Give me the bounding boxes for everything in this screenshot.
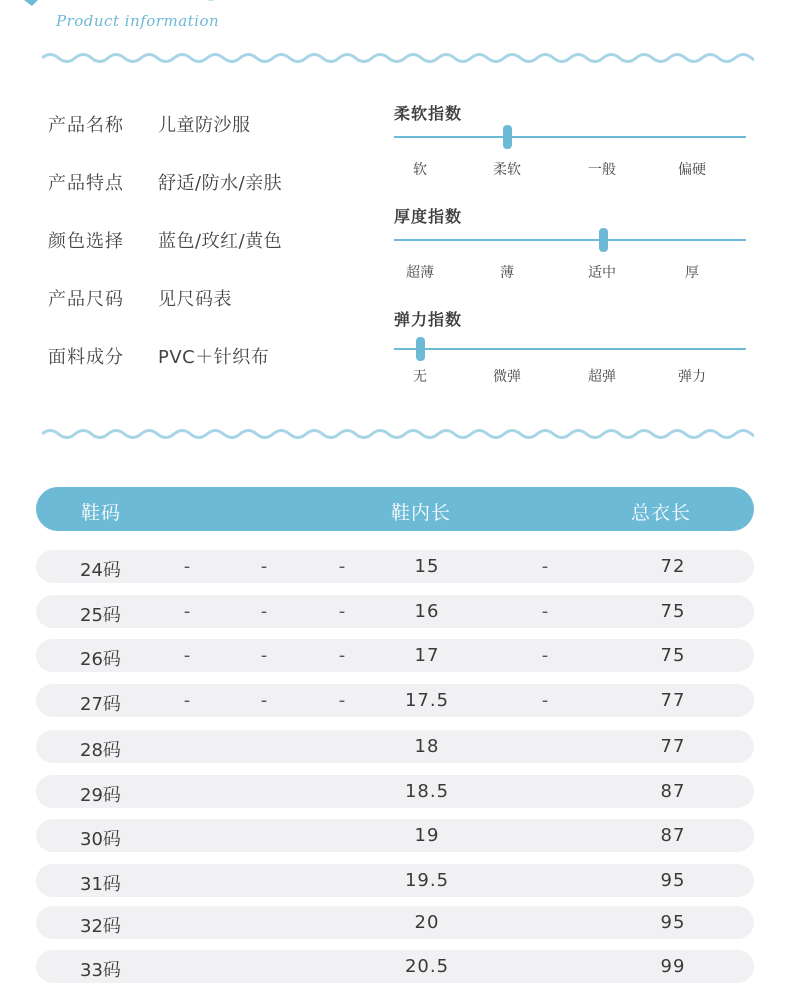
index-option: 软 <box>413 162 427 178</box>
cell-total-length: 87 <box>660 825 686 846</box>
info-row-size <box>48 283 232 313</box>
cell-inner-length: 19 <box>414 825 440 846</box>
index-option: 偏硬 <box>678 162 706 178</box>
index-title: 柔软指数 <box>394 104 463 123</box>
cell-inner-length: 18 <box>414 736 440 757</box>
cell-size: 28码 <box>80 740 121 761</box>
cell-total-length: 75 <box>660 601 686 622</box>
cell-empty: - <box>260 690 268 711</box>
cell-size: 33码 <box>80 960 121 981</box>
cell-total-length: 95 <box>660 912 686 933</box>
cell-size: 27码 <box>80 694 121 715</box>
cell-empty: - <box>183 645 191 666</box>
index-option: 厚 <box>685 265 699 281</box>
info-label: 产品特点 <box>48 173 124 194</box>
index-track <box>394 348 746 350</box>
index-track <box>394 136 746 138</box>
wave-divider-bottom <box>42 424 754 444</box>
table-row <box>36 950 754 983</box>
index-option: 柔软 <box>493 162 521 178</box>
table-row <box>36 639 754 672</box>
cell-total-length: 77 <box>660 690 686 711</box>
cell-size: 30码 <box>80 829 121 850</box>
header-total-length: 总衣长 <box>630 502 692 524</box>
cell-inner-length: 20.5 <box>404 956 450 977</box>
section-subtitle: Product information <box>56 12 220 30</box>
index-knob <box>503 125 512 149</box>
cell-inner-length: 19.5 <box>404 870 450 891</box>
index-option: 适中 <box>588 265 616 281</box>
cell-total-length: 72 <box>660 556 686 577</box>
index-title: 厚度指数 <box>394 207 463 226</box>
index-option: 薄 <box>500 265 514 281</box>
index-track <box>394 239 746 241</box>
cell-total-length: 87 <box>660 781 686 802</box>
index-option: 超薄 <box>406 265 434 281</box>
cell-empty: - <box>338 645 346 666</box>
index-option: 超弹 <box>588 369 616 385</box>
cell-empty: - <box>183 556 191 577</box>
cell-size: 26码 <box>80 649 121 670</box>
cell-empty: - <box>541 690 549 711</box>
cell-empty: - <box>541 556 549 577</box>
table-row <box>36 684 754 717</box>
table-row <box>36 819 754 852</box>
wave-divider-top <box>42 48 754 68</box>
info-row-name <box>48 109 251 139</box>
info-label: 颜色选择 <box>48 231 124 252</box>
size-table-header <box>36 487 754 531</box>
header-inner-length: 鞋内长 <box>390 502 452 524</box>
table-row <box>36 775 754 808</box>
cell-empty: - <box>338 601 346 622</box>
index-option: 无 <box>413 369 427 385</box>
cell-size: 24码 <box>80 560 121 581</box>
cell-empty: - <box>260 645 268 666</box>
cell-size: 31码 <box>80 874 121 895</box>
cell-inner-length: 17.5 <box>404 690 450 711</box>
index-title: 弹力指数 <box>394 310 463 329</box>
cell-inner-length: 18.5 <box>404 781 450 802</box>
cell-empty: - <box>338 690 346 711</box>
table-row <box>36 864 754 897</box>
cell-inner-length: 16 <box>414 601 440 622</box>
cell-size: 25码 <box>80 605 121 626</box>
cell-total-length: 95 <box>660 870 686 891</box>
cell-inner-length: 17 <box>414 645 440 666</box>
info-value: 儿童防沙服 <box>158 115 251 136</box>
cell-size: 29码 <box>80 785 121 806</box>
index-knob <box>599 228 608 252</box>
header-size: 鞋码 <box>80 502 122 524</box>
cell-empty: - <box>183 601 191 622</box>
info-row-colors <box>48 225 282 255</box>
table-row <box>36 595 754 628</box>
info-label: 产品尺码 <box>48 289 124 310</box>
cell-total-length: 77 <box>660 736 686 757</box>
index-option: 微弹 <box>493 369 521 385</box>
info-value: 舒适/防水/亲肤 <box>158 173 283 194</box>
info-label: 面料成分 <box>48 347 124 368</box>
info-label: 产品名称 <box>48 115 124 136</box>
info-value: 蓝色/玫红/黄色 <box>158 231 283 252</box>
cell-inner-length: 20 <box>414 912 440 933</box>
index-option: 弹力 <box>678 369 706 385</box>
cell-total-length: 75 <box>660 645 686 666</box>
cell-empty: - <box>338 556 346 577</box>
cell-empty: - <box>541 645 549 666</box>
cell-inner-length: 15 <box>414 556 440 577</box>
cell-empty: - <box>260 601 268 622</box>
index-knob <box>416 337 425 361</box>
table-row <box>36 550 754 583</box>
info-value: 见尺码表 <box>158 289 232 310</box>
cell-empty: - <box>541 601 549 622</box>
cell-size: 32码 <box>80 916 121 937</box>
table-row <box>36 906 754 939</box>
index-option: 一般 <box>588 162 616 178</box>
cell-total-length: 99 <box>660 956 686 977</box>
info-row-material <box>48 341 269 371</box>
info-value: PVC＋针织布 <box>158 347 270 368</box>
table-row <box>36 730 754 763</box>
info-row-features <box>48 167 282 197</box>
cell-empty: - <box>260 556 268 577</box>
cell-empty: - <box>183 690 191 711</box>
